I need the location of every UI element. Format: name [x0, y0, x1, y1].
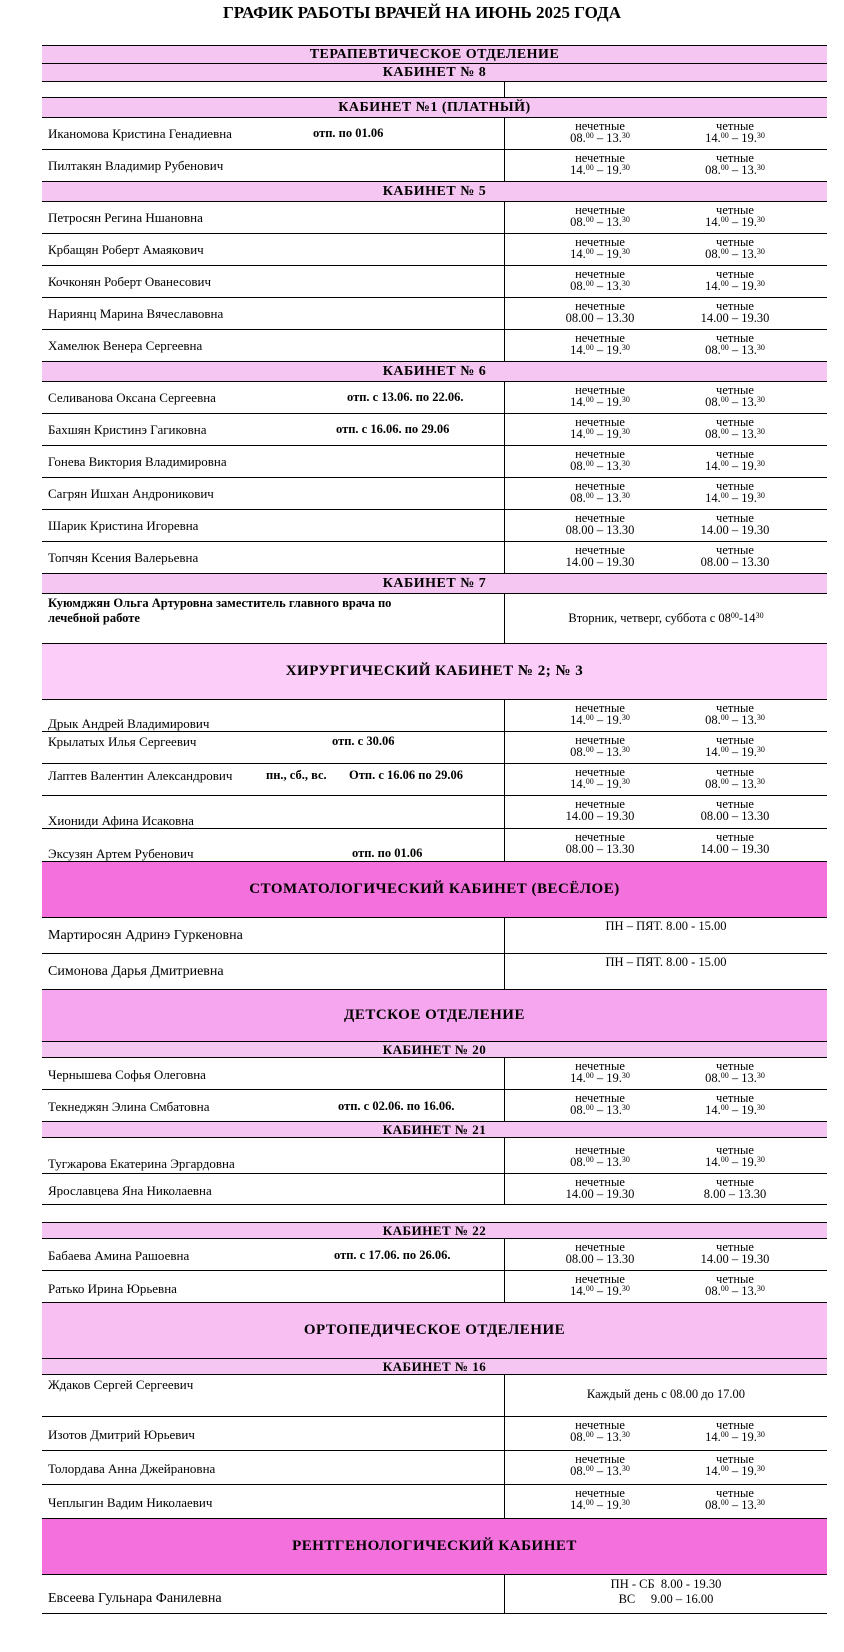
department-therapy-header: ТЕРАПЕВТИЧЕСКОЕ ОТДЕЛЕНИЕ — [42, 45, 827, 63]
schedule-odd: нечетные 08.00 – 13.30 — [570, 203, 630, 229]
schedule-even: четные 08.00 – 13.30 — [705, 1059, 765, 1085]
doctor-vacation-note: отп. с 13.06. по 22.06. — [347, 390, 464, 404]
doctor-name: Иканомова Кристина Генадиевна — [48, 126, 232, 141]
doctor-row-eksuzyan — [42, 828, 827, 861]
doctor-row-nariyants — [42, 297, 827, 329]
doctor-row-krbashchyan — [42, 233, 827, 265]
doctor-row-khionidi — [42, 795, 827, 828]
schedule-odd: нечетные 14.00 – 19.30 — [570, 151, 630, 177]
doctor-name: Нариянц Марина Вячеславовна — [48, 306, 224, 321]
doctor-name: Лаптев Валентин Александрович — [48, 768, 233, 783]
doctor-vacation-note: отп. с 30.06 — [332, 734, 395, 748]
doctor-name: Крбащян Роберт Амаякович — [48, 242, 204, 257]
doctor-row-bakhshyan — [42, 413, 827, 445]
doctor-vacation-note: отп. с 16.06. по 29.06 — [336, 422, 450, 436]
doctor-name: Крылатых Илья Сергеевич — [48, 734, 197, 749]
schedule-odd: нечетные 08.00 – 13.30 — [570, 267, 630, 293]
schedule-even: четные 14.00 – 19.30 — [705, 267, 765, 293]
cabinet-16-header: КАБИНЕТ № 16 — [42, 1358, 827, 1374]
doctor-name: Ратько Ирина Юрьевна — [48, 1281, 177, 1296]
schedule-odd: нечетные 14.00 – 19.30 — [570, 415, 630, 441]
doctor-row-chernysheva — [42, 1057, 827, 1089]
schedule-even: четные 08.00 – 13.30 — [705, 415, 765, 441]
doctor-name: Гонева Виктория Владимировна — [48, 454, 227, 469]
schedule-odd: нечетные 14.00 – 19.30 — [565, 543, 635, 569]
schedule: ПН – ПЯТ. 8.00 - 15.00 — [605, 919, 727, 933]
schedule-odd: нечетные 14.00 – 19.30 — [565, 797, 635, 823]
empty-row — [42, 81, 827, 97]
schedule-even: четные 8.00 – 13.30 — [703, 1175, 767, 1201]
schedule-odd: нечетные 14.00 – 19.30 — [565, 1175, 635, 1201]
schedule-even: четные 14.00 – 19.30 — [705, 447, 765, 473]
doctor-name: Текнеджян Элина Смбатовна — [48, 1099, 210, 1114]
cabinet-6-header: КАБИНЕТ № 6 — [42, 361, 827, 381]
doctor-row-cheplygin — [42, 1484, 827, 1518]
doctor-row-ratko — [42, 1270, 827, 1302]
doctor-row-dryk — [42, 699, 827, 731]
doctor-row-laptev — [42, 763, 827, 795]
schedule-even: четные 14.00 – 19.30 — [700, 511, 770, 537]
cabinet-20-header: КАБИНЕТ № 20 — [42, 1041, 827, 1057]
doctor-name: Ждаков Сергей Сергеевич — [48, 1377, 194, 1392]
schedule-weekdays: ПН - СБ 8.00 - 19.30 — [610, 1577, 722, 1591]
schedule-even: четные 08.00 – 13.30 — [705, 701, 765, 727]
doctor-name: Шарик Кристина Игоревна — [48, 518, 199, 533]
cabinet-1-header: КАБИНЕТ №1 (ПЛАТНЫЙ) — [42, 97, 827, 117]
schedule-even: четные 08.00 – 13.30 — [705, 1272, 765, 1298]
doctor-name: Бабаева Амина Рашоевна — [48, 1248, 190, 1263]
doctor-name: Селиванова Оксана Сергеевна — [48, 390, 216, 405]
schedule-even: четные 08.00 – 13.30 — [705, 331, 765, 357]
schedule-even: четные 08.00 – 13.30 — [700, 797, 770, 823]
doctor-name: Топчян Ксения Валерьевна — [48, 550, 199, 565]
doctor-days-note: пн., сб., вс. — [266, 768, 327, 782]
schedule-even: четные 14.00 – 19.30 — [705, 1091, 765, 1117]
department-dental-header: СТОМАТОЛОГИЧЕСКИЙ КАБИНЕТ (ВЕСЁЛОЕ) — [42, 861, 827, 917]
schedule-odd: нечетные 08.00 – 13.30 — [565, 830, 635, 856]
schedule-even: четные 14.00 – 19.30 — [705, 733, 765, 759]
schedule-even: четные 08.00 – 13.30 — [705, 1486, 765, 1512]
cabinet-22-header: КАБИНЕТ № 22 — [42, 1222, 827, 1238]
doctor-name: Ярославцева Яна Николаевна — [48, 1183, 212, 1198]
schedule-odd: нечетные 08.00 – 13.30 — [570, 479, 630, 505]
schedule-even: четные 14.00 – 19.30 — [705, 1143, 765, 1169]
doctor-row-ikanomova — [42, 117, 827, 149]
schedule-even: четные 08.00 – 13.30 — [700, 543, 770, 569]
schedule-even: четные 14.00 – 19.30 — [705, 119, 765, 145]
schedule-even: четные 08.00 – 13.30 — [705, 383, 765, 409]
schedule-even: четные 14.00 – 19.30 — [700, 1240, 770, 1266]
doctor-name: Мартиросян Адринэ Гуркеновна — [48, 928, 243, 943]
schedule-odd: нечетные 08.00 – 13.30 — [570, 1452, 630, 1478]
doctor-vacation-note: отп. по 01.06 — [352, 846, 423, 860]
schedule-even: четные 14.00 – 19.30 — [700, 830, 770, 856]
doctor-name: Хиониди Афина Исаковна — [48, 813, 194, 828]
schedule-odd: нечетные 08.00 – 13.30 — [570, 119, 630, 145]
doctor-name: Дрык Андрей Владимирович — [48, 716, 210, 731]
doctor-name: Бахшян Кристинэ Гагиковна — [48, 422, 207, 437]
schedule-odd: нечетные 14.00 – 19.30 — [570, 1486, 630, 1512]
schedule: Каждый день с 08.00 до 17.00 — [586, 1387, 746, 1401]
schedule-even: четные 14.00 – 19.30 — [705, 1418, 765, 1444]
department-children-header: ДЕТСКОЕ ОТДЕЛЕНИЕ — [42, 989, 827, 1041]
doctor-row-izotov — [42, 1416, 827, 1450]
doctor-row-sagryan — [42, 477, 827, 509]
schedule-odd: нечетные 08.00 – 13.30 — [570, 1143, 630, 1169]
doctor-row-babaeva — [42, 1238, 827, 1270]
schedule-odd: нечетные 08.00 – 13.30 — [565, 299, 635, 325]
doctor-name-line1: Куюмджян Ольга Артуровна заместитель главного врача по — [48, 596, 392, 610]
page-title: ГРАФИК РАБОТЫ ВРАЧЕЙ НА ИЮНЬ 2025 ГОДА — [222, 3, 622, 22]
schedule-odd: нечетные 08.00 – 13.30 — [570, 1418, 630, 1444]
schedule-odd: нечетные 08.00 – 13.30 — [565, 511, 635, 537]
doctor-vacation-note: отп. по 01.06 — [313, 126, 384, 140]
schedule-odd: нечетные 08.00 – 13.30 — [570, 733, 630, 759]
cabinet-5-header: КАБИНЕТ № 5 — [42, 181, 827, 201]
doctor-name: Петросян Регина Ншановна — [48, 210, 203, 225]
doctor-row-tugzharova — [42, 1137, 827, 1173]
doctor-name: Изотов Дмитрий Юрьевич — [48, 1427, 195, 1442]
doctor-row-petrosyan — [42, 201, 827, 233]
doctor-row-martirosyan — [42, 917, 827, 953]
doctor-row-goneva — [42, 445, 827, 477]
schedule-even: четные 14.00 – 19.30 — [700, 299, 770, 325]
doctor-vacation-note: отп. с 02.06. по 16.06. — [338, 1099, 455, 1113]
doctor-row-kuyumdzhyan — [42, 593, 827, 643]
cabinet-21-header: КАБИНЕТ № 21 — [42, 1121, 827, 1137]
schedule-even: четные 14.00 – 19.30 — [705, 479, 765, 505]
department-ortho-header: ОРТОПЕДИЧЕСКОЕ ОТДЕЛЕНИЕ — [42, 1302, 827, 1358]
schedule-even: четные 08.00 – 13.30 — [705, 151, 765, 177]
doctor-row-khamelyuk — [42, 329, 827, 361]
schedule-even: четные 14.00 – 19.30 — [705, 203, 765, 229]
schedule-even: четные 08.00 – 13.30 — [705, 235, 765, 261]
doctor-name: Чеплыгин Вадим Николаевич — [48, 1495, 213, 1510]
schedule: Вторник, четверг, суббота с $08^{00}-14^{30}$ — [568, 611, 764, 625]
doctor-name: Евсеева Гульнара Фанилевна — [48, 1591, 222, 1606]
schedule-even: четные 14.00 – 19.30 — [705, 1452, 765, 1478]
schedule-odd: нечетные 08.00 – 13.30 — [570, 447, 630, 473]
cabinet-7-header: КАБИНЕТ № 7 — [42, 573, 827, 593]
doctor-name: Чернышева Софья Олеговна — [48, 1067, 206, 1082]
department-surgery-header: ХИРУРГИЧЕСКИЙ КАБИНЕТ № 2; № 3 — [42, 643, 827, 699]
schedule: ПН – ПЯТ. 8.00 - 15.00 — [605, 955, 727, 969]
doctor-name: Хамелюк Венера Сергеевна — [48, 338, 203, 353]
doctor-row-sharik — [42, 509, 827, 541]
cabinet-8-header: КАБИНЕТ № 8 — [42, 63, 827, 81]
schedule-odd: нечетные 14.00 – 19.30 — [570, 765, 630, 791]
doctor-row-evseeva — [42, 1574, 827, 1614]
doctor-row-tolordava — [42, 1450, 827, 1484]
schedule-odd: нечетные 14.00 – 19.30 — [570, 235, 630, 261]
doctor-name: Тугжарова Екатерина Эргардовна — [48, 1156, 235, 1171]
schedule-odd: нечетные 08.00 – 13.30 — [565, 1240, 635, 1266]
doctor-row-piltakyan — [42, 149, 827, 181]
doctor-row-yaroslavtseva — [42, 1173, 827, 1205]
department-xray-header: РЕНТГЕНОЛОГИЧЕСКИЙ КАБИНЕТ — [42, 1518, 827, 1574]
schedule-sunday: ВС 9.00 – 16.00 — [618, 1592, 714, 1606]
doctor-name: Кочконян Роберт Ованесович — [48, 274, 211, 289]
doctor-row-kochkonyan — [42, 265, 827, 297]
doctor-name: Толордава Анна Джейрановна — [48, 1461, 216, 1476]
doctor-name: Сагрян Ишхан Андроникович — [48, 486, 214, 501]
doctor-name-line2: лечебной работе — [48, 611, 140, 625]
doctor-row-simonova — [42, 953, 827, 989]
schedule-odd: нечетные 14.00 – 19.30 — [570, 1272, 630, 1298]
schedule-odd: нечетные 08.00 – 13.30 — [570, 1091, 630, 1117]
doctor-vacation-note: Отп. с 16.06 по 29.06 — [349, 768, 463, 782]
schedule-even: четные 08.00 – 13.30 — [705, 765, 765, 791]
doctor-name: Эксузян Артем Рубенович — [48, 846, 194, 861]
doctor-row-selivanova — [42, 381, 827, 413]
doctor-row-zhdakov — [42, 1374, 827, 1416]
schedule-odd: нечетные 14.00 – 19.30 — [570, 383, 630, 409]
schedule-odd: нечетные 14.00 – 19.30 — [570, 1059, 630, 1085]
doctor-name: Пилтакян Владимир Рубенович — [48, 158, 224, 173]
doctor-row-topchyan — [42, 541, 827, 573]
doctor-vacation-note: отп. с 17.06. по 26.06. — [334, 1248, 451, 1262]
doctor-name: Симонова Дарья Дмитриевна — [48, 964, 224, 979]
schedule-odd: нечетные 14.00 – 19.30 — [570, 701, 630, 727]
doctor-row-teknedzhyan — [42, 1089, 827, 1121]
doctor-row-krylatykh — [42, 731, 827, 763]
schedule-odd: нечетные 14.00 – 19.30 — [570, 331, 630, 357]
